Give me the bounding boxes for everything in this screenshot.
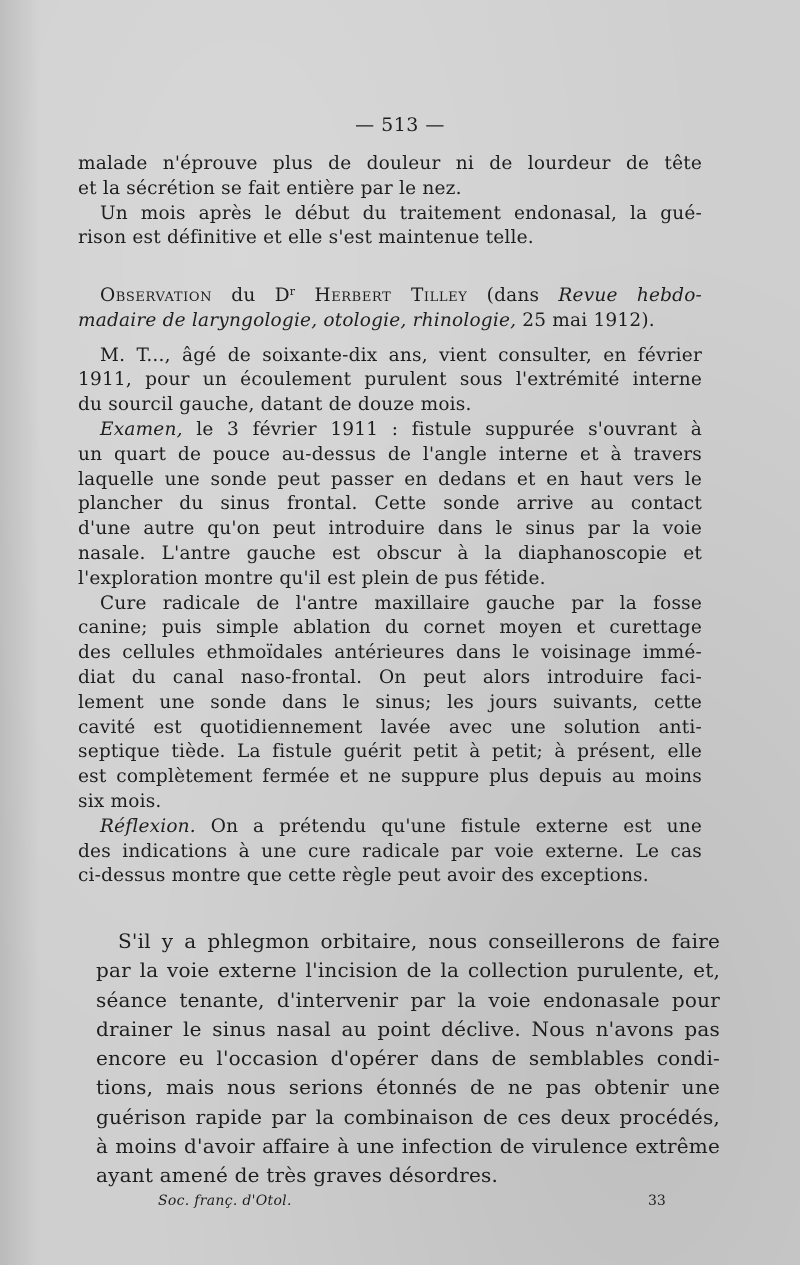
text-line: l'exploration montre qu'il est plein de pus fétide.: [78, 567, 546, 589]
paragraph-continuation: [78, 152, 702, 251]
text-line: ayant amené de très graves désordres.: [96, 1163, 499, 1188]
author-name: Herbert Tilley: [314, 285, 468, 306]
page-number: — 513 —: [355, 114, 445, 136]
journal-title: madaire de laryngologie, otologie, rhinologie,: [78, 309, 517, 331]
text-line: et la sécrétion se fait entière par le nez.: [78, 177, 462, 199]
observation-section: [78, 284, 702, 889]
text-line: nasale. L'antre gauche est obscur à la diaphanoscopie et: [78, 542, 702, 564]
text-line: des indications à une cure radicale par voie externe. Le cas: [78, 840, 702, 862]
text-line: d'une autre qu'on peut introduire dans le sinus par la voie: [78, 518, 702, 540]
exam-text: le 3 février 1911 : fistule suppurée s'ouvrant à: [182, 418, 702, 440]
title-superscript: r: [289, 285, 296, 298]
text-line: des cellules ethmoïdales antérieures dans le voisinage immé-: [78, 642, 702, 664]
journal-date: 25 mai 1912).: [516, 309, 655, 331]
text-line: par la voie externe l'incision de la collection purulente, et,: [96, 958, 720, 983]
text-line: laquelle une sonde peut passer en dedans et en haut vers le: [78, 468, 702, 490]
text-line: plancher du sinus frontal. Cette sonde arrive au contact: [78, 493, 702, 515]
text-line: du sourcil gauche, datant de douze mois.: [78, 394, 472, 416]
reflexion-text: On a prétendu qu'une fistule externe est une: [195, 815, 702, 837]
text-line: malade n'éprouve plus de douleur ni de lourdeur de tête: [78, 153, 702, 174]
text-line: tions, mais nous serions étonnés de ne pas obtenir une: [96, 1075, 720, 1100]
observation-heading-line2: [78, 309, 702, 334]
journal-title: Revue hebdo-: [558, 285, 702, 306]
text-line: S'il y a phlegmon orbitaire, nous conseillerons de faire: [118, 929, 720, 953]
footer-sheet-number: 33: [648, 1193, 666, 1209]
text-line: drainer le sinus nasal au point déclive. Nous n'avons pas: [96, 1016, 720, 1041]
reflexion-line: [78, 815, 702, 840]
text-line: 1911, pour un écoulement purulent sous l'extrémité interne: [78, 369, 702, 391]
text-line: Un mois après le début du traitement endonasal, la gué-: [100, 202, 702, 224]
text-line: guérison rapide par la combinaison de ces deux procédés,: [96, 1104, 720, 1129]
text-line: à moins d'avoir affaire à une infection de virulence extrême: [96, 1134, 720, 1159]
observation-heading: [78, 284, 702, 309]
binding-shadow: [0, 0, 40, 1265]
heading-space: [295, 285, 314, 306]
text-line: cavité est quotidiennement lavée avec une solution anti-: [78, 716, 702, 738]
text-line: Cure radicale de l'antre maxillaire gauche par la fosse: [100, 592, 702, 614]
footer-signature: Soc. franç. d'Otol.: [158, 1193, 292, 1209]
heading-text: du D: [212, 285, 290, 306]
text-line: diat du canal naso-frontal. On peut alors introduire faci-: [78, 666, 702, 688]
text-line: M. T..., âgé de soixante-dix ans, vient consulter, en février: [100, 344, 702, 366]
text-line: encore eu l'occasion d'opérer dans de semblables condi-: [96, 1046, 720, 1071]
main-paragraph: [96, 927, 720, 1191]
text-line: un quart de pouce au-dessus de l'angle interne et à travers: [78, 443, 702, 465]
text-line: séance tenante, d'intervenir par la voie endonasale pour: [96, 987, 720, 1012]
text-line: canine; puis simple ablation du cornet moyen et curettage: [78, 617, 702, 639]
text-line: six mois.: [78, 790, 162, 812]
exam-label: Examen,: [100, 418, 183, 440]
reflexion-label: Réflexion.: [100, 815, 196, 837]
spacer: [78, 334, 702, 344]
text-line: ci-dessus montre que cette règle peut avoir des exceptions.: [78, 865, 649, 887]
text-line: lement une sonde dans le sinus; les jours suivants, cette: [78, 691, 702, 713]
exam-line: [78, 418, 702, 443]
heading-text: (dans: [467, 285, 559, 306]
text-line: est complètement fermée et ne suppure plus depuis au moins: [78, 766, 702, 788]
observation-label: Observation: [100, 285, 213, 306]
text-line: septique tiède. La fistule guérit petit à petit; à présent, elle: [78, 741, 702, 763]
text-line: rison est définitive et elle s'est maintenue telle.: [78, 227, 534, 249]
